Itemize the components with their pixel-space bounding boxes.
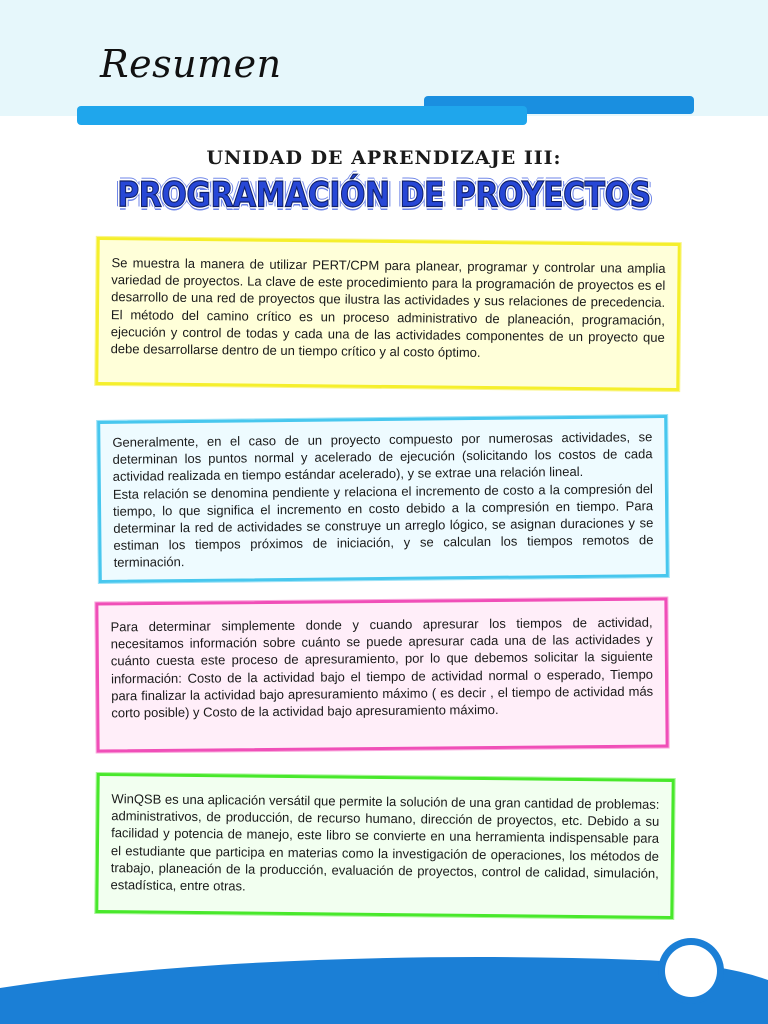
footer-circle-inner xyxy=(665,945,717,997)
summary-paragraph: Se muestra la manera de utilizar PERT/CPM para planear, programar y controlar una amplia variedad de proyectos. La clave de este procedimiento para la programación de proyectos es el desarrollo de una red de proyectos que ilustra las actividades y sus relaciones de precedencia. El método del camino crítico es un proceso administrativo de planeación, programación, ejecución y control de todas y cada una de las actividades componentes de un proyecto que debe desarrollarse dentro de un tiempo crítico y al costo óptimo. xyxy=(110,255,666,360)
summary-paragraph: WinQSB es una aplicación versátil que permite la solución de una gran cantidad de problemas: administrativos, de producción, de recurso humano, dirección de proyectos, etc. Debido a su facilidad y potencia de manejo, este libro se convierte en una herramienta indispensable para el estudiante que participa en materias como la investigación de operaciones, los métodos de trabajo, planeación de la producción, evaluación de proyectos, control de calidad, simulación, estadística, entre otras. xyxy=(110,791,660,894)
summary-box-cost-slope xyxy=(97,415,669,583)
page-title: Resumen xyxy=(100,42,282,86)
unit-label: UNIDAD DE APRENDIZAJE III: xyxy=(206,147,562,169)
summary-paragraph: Para determinar simplemente donde y cuando apresurar los tiempos de actividad, necesitamos información sobre cuánto se puede apresurar cada una de las actividades y cuánto cuesta este proceso de apresuramiento, por lo que debemos solicitar la siguiente información: Costo de la actividad bajo el tiempo de actividad normal o esperado, Tiempo para finalizar la actividad bajo apresuramiento máximo ( es decir , el tiempo de actividad más corto posible) y Costo de la actividad bajo apresuramiento máximo. xyxy=(110,614,654,721)
footer-wave-shape xyxy=(0,957,768,1024)
summary-paragraph: Esta relación se denomina pendiente y relaciona el incremento de costo a la compresión del tiempo, lo que significa el incremento en costo debido a la compresión en tiempo. Para determinar la red de actividades se construye un arreglo lógico, se asignan duraciones y se estiman los tiempos próximos de iniciación, y se calculan los tiempos remotos de terminación. xyxy=(112,480,654,571)
summary-box-winqsb xyxy=(95,773,674,919)
summary-paragraph: Generalmente, en el caso de un proyecto compuesto por numerosas actividades, se determinan los puntos normal y acelerado de ejecución (solicitando los costos de cada actividad realizada en tiempo estándar acelerado), y se extrae una relación lineal. xyxy=(112,429,653,485)
summary-box-pert-cpm xyxy=(95,237,681,391)
unit-main-title: PROGRAMACIÓN DE PROYECTOS xyxy=(117,175,651,216)
footer-wave xyxy=(0,930,768,1024)
header-bar-light xyxy=(77,106,527,125)
summary-box-crashing xyxy=(95,598,668,753)
